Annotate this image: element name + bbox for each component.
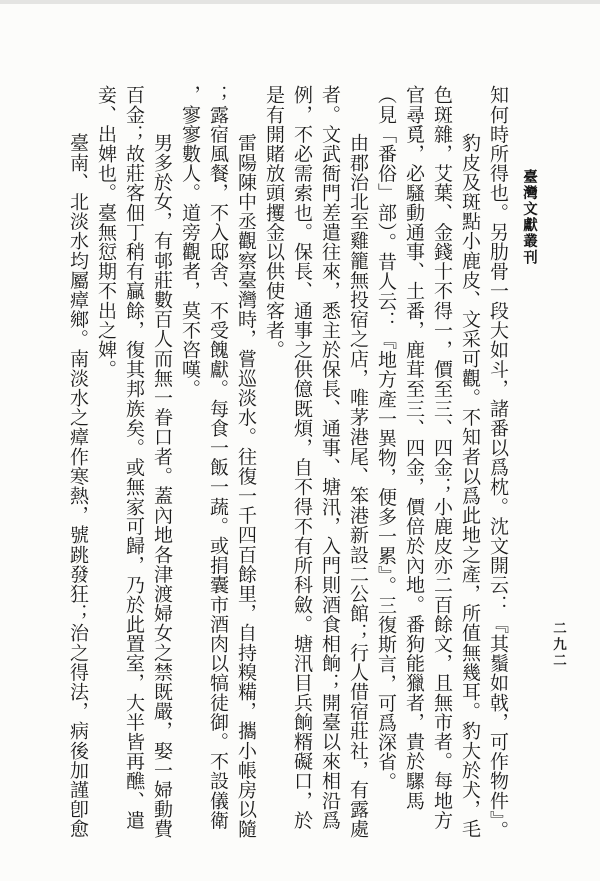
- text-column: 男多於女，有邨莊數百人而無一眷口者。蓋內地各津渡婦女之禁既嚴，娶一婦動費: [151, 133, 172, 839]
- body-text-block: [63, 85, 511, 855]
- text-column: 例，不必需索也。保長、通事之供億既煩，自不得不有所科斂。塘汛目兵餉糈礙口，於: [291, 85, 312, 830]
- text-column: 臺南、北淡水均屬瘴鄉。南淡水之瘴作寒熱，號跳發狂；治之得法，病後加謹卽愈: [67, 133, 88, 839]
- text-column: 由郡治北至雞籠無投宿之店，唯茅港尾、笨港新設二公館；行人借宿莊社，有露處: [347, 133, 368, 839]
- text-column: 色斑雜，艾葉、金錢十不得一，價至三、四金；小鹿皮亦二百餘文，且無市者。每地方: [431, 85, 452, 830]
- text-column: ；露宿風餐，不入邸舍、不受餽獻。每食一飯一蔬。或捐囊市酒肉以犒徒御。不設儀衛: [207, 85, 228, 830]
- text-column: 官尋覓，必騷動通事、土番，鹿茸至三、四金，價倍於內地。番狗能獵者，貴於騾馬: [403, 85, 424, 811]
- text-column: 百金；故莊客佃丁稍有贏餘，復其邦族矣。或無家可歸，乃於此置室，大半皆再醮、遣: [123, 85, 144, 830]
- text-column: 知何時所得也。另肋骨一段大如斗，諸番以爲枕。沈文開云：『其鬚如戟，可作物件』。: [487, 85, 508, 840]
- text-column: 雷陽陳中丞觀察臺灣時，嘗巡淡水。往復一千四百餘里，自持糗糒，攜小帳房以隨: [235, 133, 256, 839]
- text-column: 者。文武衙門差遣往來，悉主於保長、通事、塘汛，入門則酒食相餉；開臺以來相沿爲: [319, 85, 340, 830]
- text-column: 豹皮及斑點小鹿皮、文采可觀。不知者以爲此地之產，所值無幾耳。豹大於犬，毛: [459, 133, 480, 839]
- text-column: 是有開賭放頭攫金以供使客者。: [263, 85, 284, 360]
- text-column: 妾、出婢也。臺無愆期不出之婢。: [95, 85, 116, 379]
- text-column: ，寥寥數人。道旁觀者，莫不咨嘆。: [179, 85, 200, 399]
- page-number: 二九二: [551, 621, 566, 669]
- text-column: （見「番俗」部）。昔人云：『地方產一異物，便多一累』。三復斯言，可爲深省。: [375, 85, 396, 792]
- scan-edge-artifact: [0, 0, 600, 4]
- running-head: 臺灣文獻叢刊: [521, 169, 537, 266]
